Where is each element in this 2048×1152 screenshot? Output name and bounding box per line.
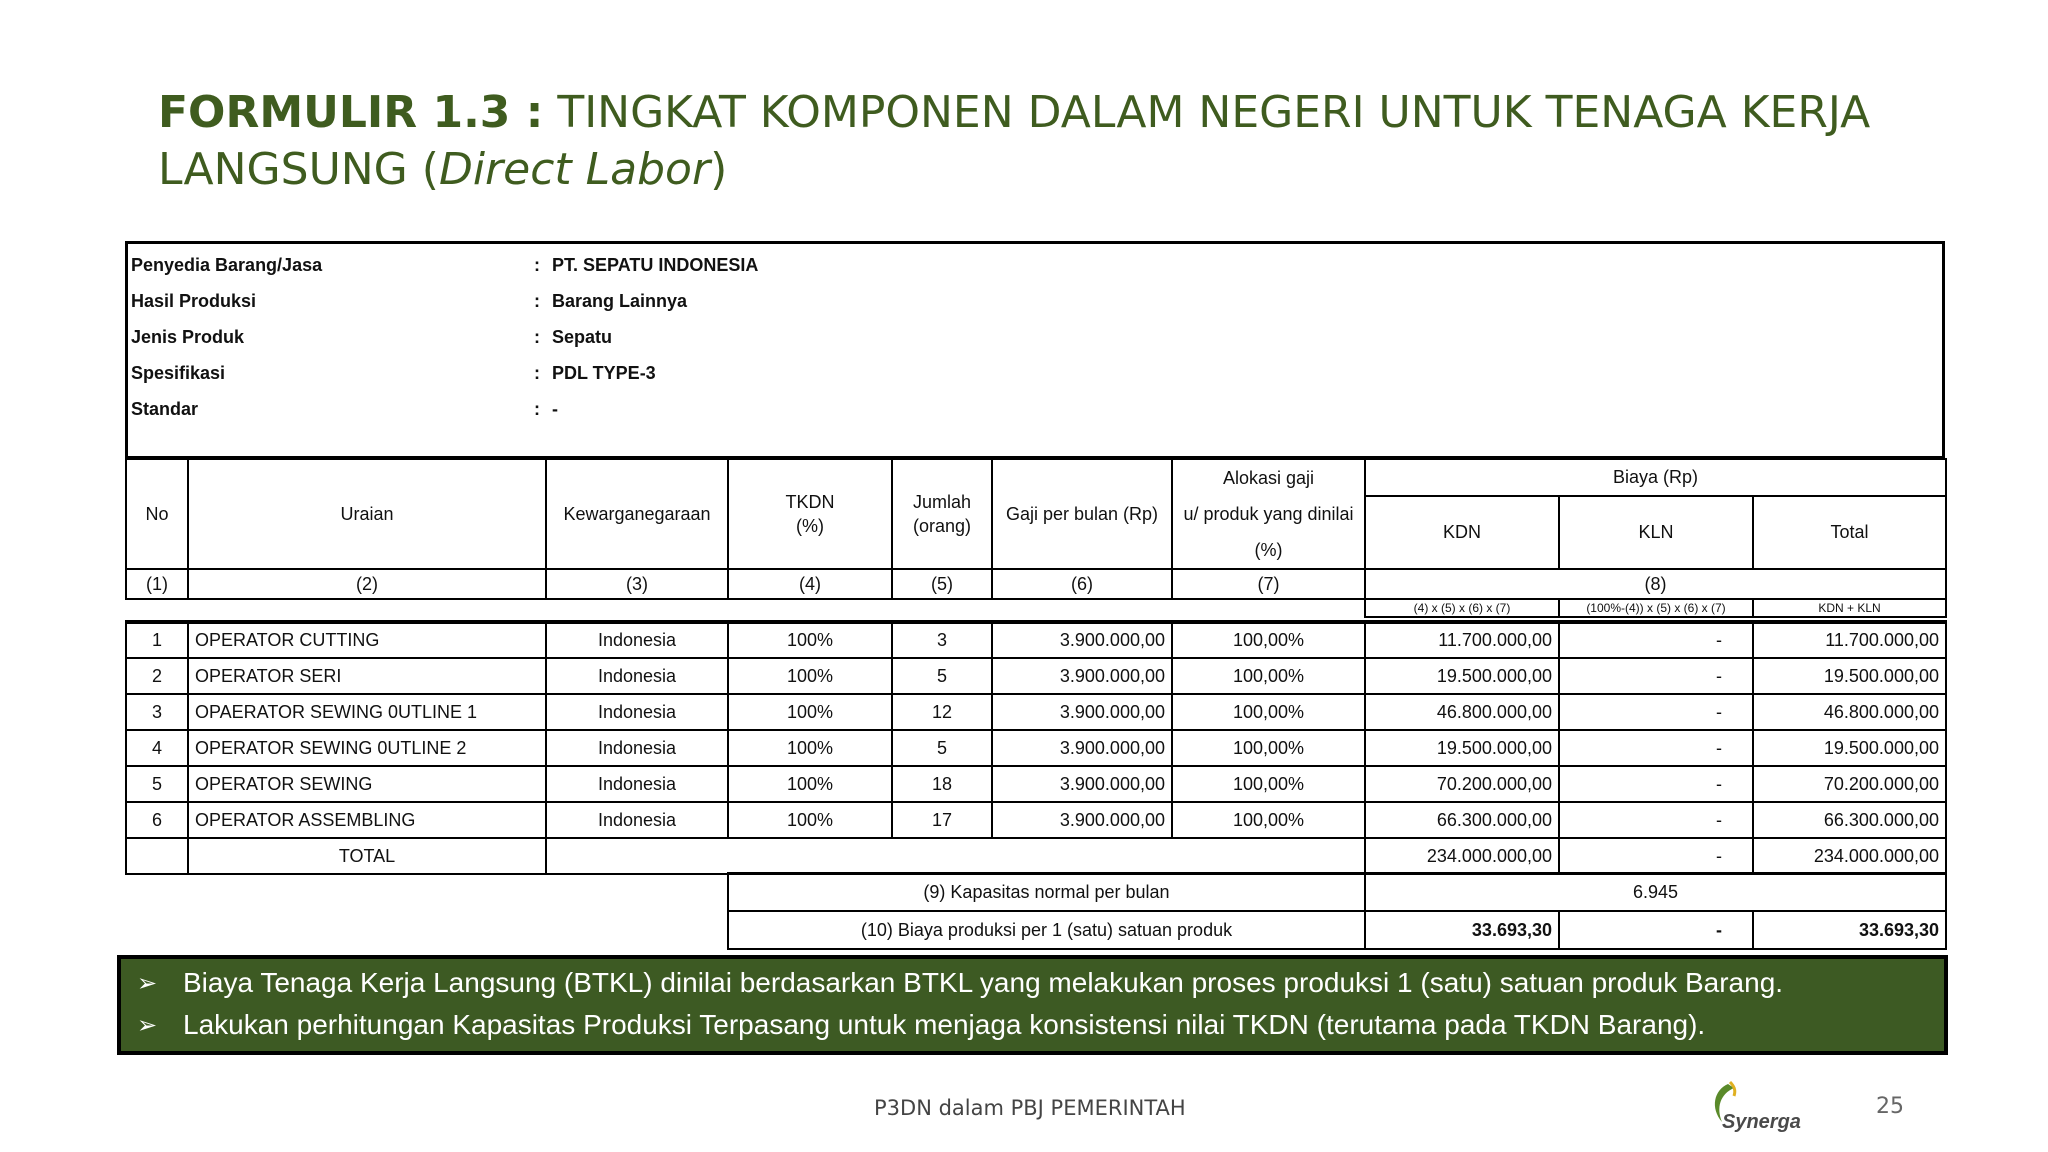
row-total: 19.500.000,00 <box>1753 658 1946 694</box>
col-number: (2) <box>188 569 546 599</box>
table-row <box>126 694 1946 730</box>
row-no: 6 <box>126 802 188 838</box>
header-kewarganegaraan: Kewarganegaraan <box>546 459 728 569</box>
row-total: 19.500.000,00 <box>1753 730 1946 766</box>
row-alokasi: 100,00% <box>1172 694 1365 730</box>
row-gaji: 3.900.000,00 <box>992 658 1172 694</box>
footer-text: P3DN dalam PBJ PEMERINTAH <box>874 1096 1186 1120</box>
formula-total: KDN + KLN <box>1753 599 1946 617</box>
row-tkdn: 100% <box>728 802 892 838</box>
total-kdn: 234.000.000,00 <box>1365 838 1559 874</box>
title-form-number: FORMULIR 1.3 : <box>158 87 544 138</box>
header-uraian: Uraian <box>188 459 546 569</box>
header-alokasi-line2: u/ produk yang dinilai <box>1183 504 1354 524</box>
table-row <box>126 766 1946 802</box>
row-uraian: OPERATOR SEWING 0UTLINE 2 <box>188 730 546 766</box>
row-uraian: OPERATOR ASSEMBLING <box>188 802 546 838</box>
row-kewarganegaraan: Indonesia <box>546 694 728 730</box>
biaya-produksi-label: (10) Biaya produksi per 1 (satu) satuan produk <box>728 911 1365 949</box>
header-gaji: Gaji per bulan (Rp) <box>992 459 1172 569</box>
info-row <box>131 394 558 424</box>
row-jumlah: 12 <box>892 694 992 730</box>
header-tkdn <box>728 459 892 569</box>
formula-kdn: (4) x (5) x (6) x (7) <box>1365 599 1559 617</box>
row-no: 3 <box>126 694 188 730</box>
formula-spacer <box>126 599 1365 617</box>
info-value: Barang Lainnya <box>552 290 688 311</box>
col-number: (3) <box>546 569 728 599</box>
row-alokasi: 100,00% <box>1172 802 1365 838</box>
header-tkdn-line1: TKDN <box>785 492 835 512</box>
table-row <box>126 802 1946 838</box>
row-uraian: OPERATOR CUTTING <box>188 622 546 658</box>
total-label: TOTAL <box>188 838 546 874</box>
logo-text: Synerga <box>1722 1111 1801 1133</box>
col-number: (6) <box>992 569 1172 599</box>
table-row <box>126 658 1946 694</box>
row-alokasi: 100,00% <box>1172 730 1365 766</box>
arrow-bullet-icon: ➢ <box>137 1011 158 1039</box>
row-gaji: 3.900.000,00 <box>992 622 1172 658</box>
row-kdn: 66.300.000,00 <box>1365 802 1559 838</box>
title-line-2-end: ) <box>710 144 728 195</box>
info-label: Spesifikasi <box>131 362 226 383</box>
row-total: 70.200.000,00 <box>1753 766 1946 802</box>
row-kewarganegaraan: Indonesia <box>546 622 728 658</box>
row-jumlah: 5 <box>892 730 992 766</box>
header-kdn: KDN <box>1365 496 1559 569</box>
title-line-2: LANGSUNG ( <box>158 144 439 195</box>
kapasitas-value: 6.945 <box>1365 873 1946 911</box>
note-text: Lakukan perhitungan Kapasitas Produksi Terpasang untuk menjaga konsistensi nilai TKDN (terutama pada TKDN Barang). <box>183 1009 1706 1040</box>
row-kewarganegaraan: Indonesia <box>546 766 728 802</box>
info-colon: : <box>534 362 540 383</box>
row-tkdn: 100% <box>728 658 892 694</box>
col-number: (8) <box>1365 569 1946 599</box>
row-total: 46.800.000,00 <box>1753 694 1946 730</box>
header-alokasi <box>1172 459 1365 569</box>
info-value: Sepatu <box>552 326 613 347</box>
total-no-cell <box>126 838 188 874</box>
info-row <box>131 322 612 352</box>
row-gaji: 3.900.000,00 <box>992 766 1172 802</box>
row-kdn: 19.500.000,00 <box>1365 658 1559 694</box>
row-kdn: 70.200.000,00 <box>1365 766 1559 802</box>
row-kln: - <box>1559 694 1753 730</box>
note-item <box>137 1005 1705 1045</box>
row-total: 11.700.000,00 <box>1753 622 1946 658</box>
row-kdn: 19.500.000,00 <box>1365 730 1559 766</box>
formula-kln: (100%-(4)) x (5) x (6) x (7) <box>1559 599 1753 617</box>
header-no: No <box>126 459 188 569</box>
row-kln: - <box>1559 802 1753 838</box>
arrow-bullet-icon: ➢ <box>137 969 158 997</box>
biaya-produksi-kln: - <box>1559 911 1753 949</box>
row-alokasi: 100,00% <box>1172 766 1365 802</box>
synerga-logo <box>1700 1078 1810 1134</box>
header-alokasi-line1: Alokasi gaji <box>1222 468 1315 488</box>
row-jumlah: 17 <box>892 802 992 838</box>
notes-box <box>117 955 1948 1055</box>
header-table <box>125 458 1947 618</box>
total-empty <box>546 838 1365 874</box>
info-colon: : <box>534 326 540 347</box>
note-item <box>137 963 1783 1003</box>
title-italic: Direct Labor <box>438 144 711 195</box>
info-value: - <box>552 398 558 419</box>
data-rows <box>126 622 1946 838</box>
row-gaji: 3.900.000,00 <box>992 694 1172 730</box>
table-row <box>126 730 1946 766</box>
kapasitas-label: (9) Kapasitas normal per bulan <box>728 873 1365 911</box>
table-row <box>126 622 1946 658</box>
total-kln: - <box>1559 838 1753 874</box>
info-colon: : <box>534 254 540 275</box>
row-kewarganegaraan: Indonesia <box>546 802 728 838</box>
info-label: Jenis Produk <box>131 326 245 347</box>
row-no: 1 <box>126 622 188 658</box>
header-jumlah <box>892 459 992 569</box>
row-no: 2 <box>126 658 188 694</box>
info-row <box>131 358 656 388</box>
info-row <box>131 250 758 280</box>
row-uraian: OPAERATOR SEWING 0UTLINE 1 <box>188 694 546 730</box>
row-kln: - <box>1559 766 1753 802</box>
biaya-produksi-total: 33.693,30 <box>1753 911 1946 949</box>
row-gaji: 3.900.000,00 <box>992 730 1172 766</box>
col-number: (1) <box>126 569 188 599</box>
row-jumlah: 5 <box>892 658 992 694</box>
row-tkdn: 100% <box>728 766 892 802</box>
row-kln: - <box>1559 622 1753 658</box>
row-kdn: 11.700.000,00 <box>1365 622 1559 658</box>
title-line-1: TINGKAT KOMPONEN DALAM NEGERI UNTUK TENAGA KERJA <box>543 87 1871 138</box>
row-total: 66.300.000,00 <box>1753 802 1946 838</box>
header-jumlah-line1: Jumlah <box>912 492 972 512</box>
row-kln: - <box>1559 658 1753 694</box>
info-colon: : <box>534 398 540 419</box>
row-tkdn: 100% <box>728 622 892 658</box>
data-table <box>125 620 1947 875</box>
row-no: 4 <box>126 730 188 766</box>
row-no: 5 <box>126 766 188 802</box>
row-tkdn: 100% <box>728 694 892 730</box>
header-total: Total <box>1753 496 1946 569</box>
row-kewarganegaraan: Indonesia <box>546 730 728 766</box>
row-jumlah: 3 <box>892 622 992 658</box>
page-number: 25 <box>1876 1094 1904 1119</box>
info-value: PDL TYPE-3 <box>552 362 656 383</box>
row-uraian: OPERATOR SEWING <box>188 766 546 802</box>
header-tkdn-line2: (%) <box>796 516 824 536</box>
total-total: 234.000.000,00 <box>1753 838 1946 874</box>
col-number: (5) <box>892 569 992 599</box>
info-value: PT. SEPATU INDONESIA <box>552 254 759 275</box>
slide-title <box>158 84 1958 198</box>
row-uraian: OPERATOR SERI <box>188 658 546 694</box>
row-gaji: 3.900.000,00 <box>992 802 1172 838</box>
info-label: Standar <box>131 398 199 419</box>
info-colon: : <box>534 290 540 311</box>
header-jumlah-line2: (orang) <box>912 516 972 536</box>
header-kln: KLN <box>1559 496 1753 569</box>
info-label: Hasil Produksi <box>131 290 257 311</box>
info-row <box>131 286 687 316</box>
header-biaya: Biaya (Rp) <box>1365 459 1946 496</box>
row-kdn: 46.800.000,00 <box>1365 694 1559 730</box>
info-label: Penyedia Barang/Jasa <box>131 254 323 275</box>
row-jumlah: 18 <box>892 766 992 802</box>
row-tkdn: 100% <box>728 730 892 766</box>
total-row <box>126 838 1946 874</box>
row-kln: - <box>1559 730 1753 766</box>
summary-table <box>727 872 1947 950</box>
row-alokasi: 100,00% <box>1172 658 1365 694</box>
biaya-produksi-kdn: 33.693,30 <box>1365 911 1559 949</box>
row-alokasi: 100,00% <box>1172 622 1365 658</box>
row-kewarganegaraan: Indonesia <box>546 658 728 694</box>
col-number: (7) <box>1172 569 1365 599</box>
note-text: Biaya Tenaga Kerja Langsung (BTKL) dinilai berdasarkan BTKL yang melakukan proses produksi 1 (satu) satuan produk Barang. <box>183 967 1784 998</box>
header-alokasi-line3: (%) <box>1254 540 1283 560</box>
info-frame <box>125 241 1945 459</box>
col-number: (4) <box>728 569 892 599</box>
